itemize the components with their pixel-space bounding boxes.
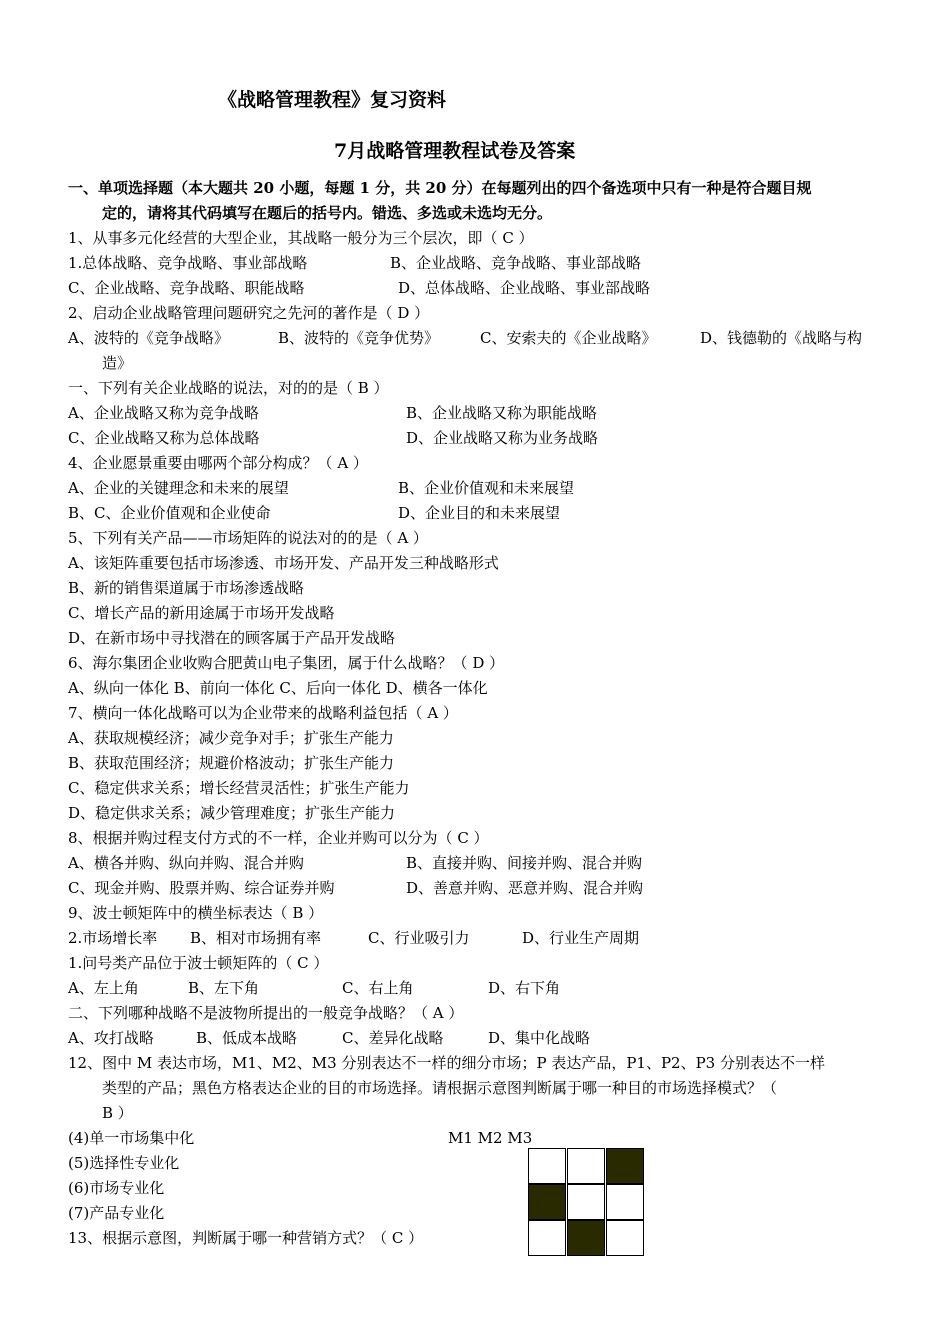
option: B、获取范围经济；规避价格波动；扩张生产能力 [68, 754, 395, 772]
question-stem: 5、下列有关产品——市场矩阵的说法对的的是（ A ） [68, 529, 428, 547]
section-heading-cont: 定的，请将其代码填写在题后的括号内。错选、多选或未选均无分。 [102, 204, 553, 222]
matrix-cell [528, 1148, 566, 1184]
option: C、安索夫的《企业战略》 [480, 329, 657, 347]
matrix-header: M1 M2 M3 [448, 1129, 533, 1147]
option: B、直接并购、间接并购、混合并购 [406, 854, 643, 872]
option: D、善意并购、恶意并购、混合并购 [406, 879, 644, 897]
option: A、纵向一体化 B、前向一体化 C、后向一体化 D、横各一体化 [68, 679, 488, 697]
option: C、企业战略又称为总体战略 [68, 429, 260, 447]
matrix-cell-selected [567, 1220, 605, 1256]
question-stem: 1.问号类产品位于波士顿矩阵的（ C ） [68, 954, 329, 972]
option: C、稳定供求关系；增长经营灵活性；扩张生产能力 [68, 779, 410, 797]
option: 1.总体战略、竞争战略、事业部战略 [68, 254, 308, 272]
option: A、攻打战略 [68, 1029, 154, 1047]
matrix-cell [567, 1184, 605, 1220]
question-stem: 9、波士顿矩阵中的横坐标表达（ B ） [68, 904, 324, 922]
option: B、企业战略、竞争战略、事业部战略 [390, 254, 642, 272]
option: A、波特的《竞争战略》 [68, 329, 229, 347]
option: B、企业战略又称为职能战略 [406, 404, 598, 422]
exam-title: 7月战略管理教程试卷及答案 [334, 140, 576, 162]
option: C、增长产品的新用途属于市场开发战略 [68, 604, 335, 622]
matrix-cell [606, 1220, 644, 1256]
option: D、在新市场中寻找潜在的顾客属于产品开发战略 [68, 629, 396, 647]
market-matrix [528, 1148, 644, 1256]
doc-title: 《战略管理教程》复习资料 [218, 89, 447, 111]
question-stem-cont: 类型的产品；黑色方格表达企业的目的市场选择。请根据示意图判断属于哪一种目的市场选择模式？（ [102, 1079, 778, 1097]
option: D、集中化战略 [488, 1029, 591, 1047]
question-stem: 4、企业愿景重要由哪两个部分构成？（ A ） [68, 454, 368, 472]
question-stem: 12、图中 M 表达市场，M1、M2、M3 分别表达不一样的细分市场；P 表达产品，P1、P2、P3 分别表达不一样 [68, 1054, 825, 1072]
option: C、现金并购、股票并购、综合证券并购 [68, 879, 335, 897]
option: C、右上角 [342, 979, 414, 997]
option: D、行业生产周期 [522, 929, 640, 947]
question-stem: 8、根据并购过程支付方式的不一样，企业并购可以分为（ C ） [68, 829, 489, 847]
matrix-cell [528, 1220, 566, 1256]
option: D、稳定供求关系；减少管理难度；扩张生产能力 [68, 804, 396, 822]
option: A、左上角 [68, 979, 139, 997]
question-stem: 2、启动企业战略管理问题研究之先河的著作是（ D ） [68, 304, 430, 322]
option: (7)产品专业化 [68, 1204, 165, 1222]
question-stem: 1、从事多元化经营的大型企业，其战略一般分为三个层次，即（ C ） [68, 229, 534, 247]
option: D、总体战略、企业战略、事业部战略 [398, 279, 651, 297]
option: D、钱德勒的《战略与构 [700, 329, 863, 347]
option: C、差异化战略 [342, 1029, 444, 1047]
question-stem: 13、根据示意图，判断属于哪一种营销方式？（ C ） [68, 1229, 424, 1247]
question-stem: 一、下列有关企业战略的说法，对的的是（ B ） [68, 379, 389, 397]
option: D、企业战略又称为业务战略 [406, 429, 599, 447]
option: B、低成本战略 [196, 1029, 298, 1047]
option: C、行业吸引力 [368, 929, 470, 947]
section-heading: 一、单项选择题（本大题共 20 小题，每题 1 分，共 20 分）在每题列出的四个备选项中只有一种是符合题目规 [68, 179, 812, 197]
matrix-cell-selected [528, 1184, 566, 1220]
option: B、左下角 [188, 979, 260, 997]
option: (4)单一市场集中化 [68, 1129, 195, 1147]
option: C、企业战略、竞争战略、职能战略 [68, 279, 305, 297]
option: B、波特的《竞争优势》 [278, 329, 440, 347]
question-stem-cont: B ） [102, 1104, 133, 1122]
option: A、获取规模经济；减少竞争对手；扩张生产能力 [68, 729, 394, 747]
option: A、横各并购、纵向并购、混合并购 [68, 854, 304, 872]
option: B、新的销售渠道属于市场渗透战略 [68, 579, 305, 597]
question-stem: 7、横向一体化战略可以为企业带来的战略利益包括（ A ） [68, 704, 458, 722]
question-stem: 二、下列哪种战略不是波物所提出的一般竞争战略？（ A ） [68, 1004, 464, 1022]
option: 2.市场增长率 [68, 929, 158, 947]
option: B、C、企业价值观和企业使命 [68, 504, 271, 522]
option: B、企业价值观和未来展望 [398, 479, 575, 497]
option: (6)市场专业化 [68, 1179, 165, 1197]
matrix-cell-selected [606, 1148, 644, 1184]
option: A、企业战略又称为竞争战略 [68, 404, 259, 422]
matrix-cell [567, 1148, 605, 1184]
option: A、该矩阵重要包括市场渗透、市场开发、产品开发三种战略形式 [68, 554, 499, 572]
option-cont: 造》 [102, 354, 133, 372]
option: D、企业目的和未来展望 [398, 504, 561, 522]
option: A、企业的关键理念和未来的展望 [68, 479, 289, 497]
matrix-cell [606, 1184, 644, 1220]
option: (5)选择性专业化 [68, 1154, 180, 1172]
question-stem: 6、海尔集团企业收购合肥黄山电子集团，属于什么战略？（ D ） [68, 654, 505, 672]
option: B、相对市场拥有率 [190, 929, 322, 947]
option: D、右下角 [488, 979, 561, 997]
